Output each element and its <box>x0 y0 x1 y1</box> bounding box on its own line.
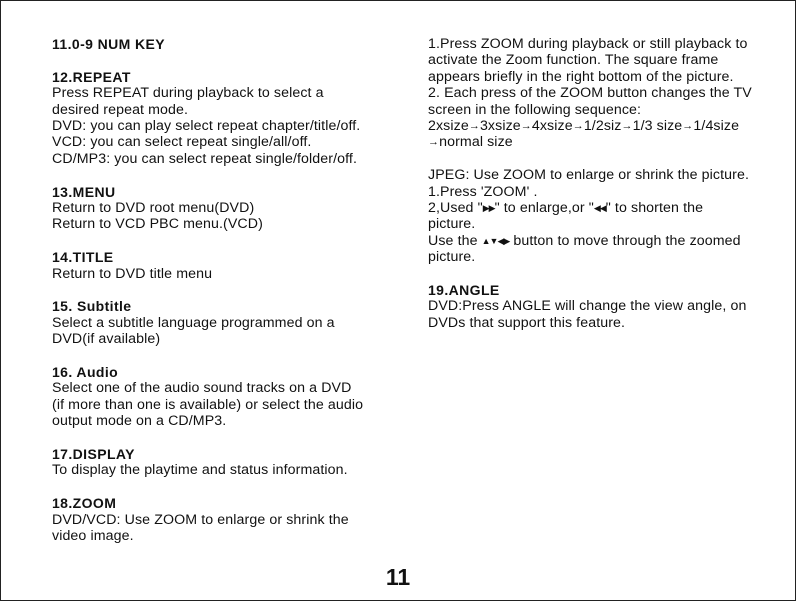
jpeg-text-line: picture. <box>428 216 476 233</box>
zoom-text-line: video image. <box>52 528 134 545</box>
zoom-step: 1/4size <box>693 118 740 135</box>
section-heading-audio: 16. Audio <box>52 364 119 381</box>
fast-forward-icon: ▶▶ <box>482 203 495 214</box>
jpeg-text-line: JPEG: Use ZOOM to enlarge or shrink the picture. <box>428 167 749 184</box>
zoom-step: 1/3 size <box>632 118 683 135</box>
jpeg-text-line <box>428 200 790 216</box>
section-heading-menu: 13.MENU <box>52 183 116 200</box>
zoom-step: 3xsize <box>479 118 521 135</box>
zoom-step: normal size <box>439 134 513 151</box>
zoom-step: 4xsize <box>531 118 573 135</box>
menu-text-line: Return to DVD root menu(DVD) <box>52 200 255 217</box>
jpeg-text-line <box>428 233 790 249</box>
repeat-text-line: VCD: you can select repeat single/all/off. <box>52 134 312 151</box>
zoom-cont-line: 1.Press ZOOM during playback or still playback to <box>428 36 748 52</box>
zoom-sequence-line <box>428 118 790 134</box>
repeat-text-line: CD/MP3: you can select repeat single/folder/off. <box>52 150 357 167</box>
jpeg-text-fragment: Use the <box>428 232 482 249</box>
direction-arrows-icon: ▲▼◀▶ <box>481 235 510 246</box>
display-text-line: To display the playtime and status information. <box>52 462 348 479</box>
subtitle-text-line: DVD(if available) <box>52 331 161 348</box>
arrow-right-icon: → <box>428 136 440 149</box>
jpeg-text-fragment: " to shorten the <box>605 200 704 217</box>
section-heading-repeat: 12.REPEAT <box>52 68 131 85</box>
jpeg-text-fragment: button to move through the zoomed <box>509 232 741 249</box>
subtitle-text-line: Select a subtitle language programmed on a <box>52 314 335 331</box>
zoom-cont-line: screen in the following sequence: <box>428 101 642 118</box>
audio-text-line: output mode on a CD/MP3. <box>52 413 227 430</box>
arrow-right-icon: → <box>520 120 532 133</box>
zoom-text-line: DVD/VCD: Use ZOOM to enlarge or shrink the <box>52 511 349 528</box>
zoom-step: 2xsize <box>428 118 469 135</box>
section-heading-angle: 19.ANGLE <box>428 282 500 299</box>
zoom-step: 1/2siz <box>583 118 622 135</box>
audio-text-line: Select one of the audio sound tracks on a DVD <box>52 380 352 397</box>
arrow-right-icon: → <box>621 120 633 133</box>
repeat-text-line: Press REPEAT during playback to select a <box>52 85 324 102</box>
jpeg-text-fragment: 2,Used " <box>428 200 483 217</box>
repeat-text-line: DVD: you can play select repeat chapter/title/off. <box>52 118 361 135</box>
jpeg-text-line: 1.Press 'ZOOM' . <box>428 183 538 200</box>
zoom-cont-line: 2. Each press of the ZOOM button changes the TV <box>428 85 752 102</box>
angle-text-line: DVD:Press ANGLE will change the view angle, on <box>428 298 747 315</box>
repeat-text-line: desired repeat mode. <box>52 101 189 118</box>
right-column <box>428 36 790 331</box>
left-column <box>52 36 402 544</box>
rewind-icon: ◀◀ <box>593 203 606 214</box>
section-heading-subtitle: 15. Subtitle <box>52 298 132 315</box>
zoom-sequence-line <box>428 134 790 150</box>
title-text-line: Return to DVD title menu <box>52 265 213 282</box>
zoom-cont-line: activate the Zoom function. The square frame <box>428 52 719 69</box>
jpeg-text-line: picture. <box>428 249 476 266</box>
menu-text-line: Return to VCD PBC menu.(VCD) <box>52 216 263 233</box>
arrow-right-icon: → <box>682 120 694 133</box>
zoom-cont-line: appears briefly in the right bottom of the picture. <box>428 68 734 85</box>
jpeg-text-fragment: " to enlarge,or " <box>494 200 594 217</box>
audio-text-line: (if more than one is available) or select the audio <box>52 396 364 413</box>
section-heading-zoom: 18.ZOOM <box>52 495 117 512</box>
section-heading-num-key: 11.0-9 NUM KEY <box>52 36 165 52</box>
angle-text-line: DVDs that support this feature. <box>428 314 626 331</box>
section-heading-display: 17.DISPLAY <box>52 446 135 463</box>
page-number: 11 <box>385 564 411 590</box>
arrow-right-icon: → <box>572 120 584 133</box>
section-heading-title: 14.TITLE <box>52 249 114 266</box>
arrow-right-icon: → <box>468 120 480 133</box>
